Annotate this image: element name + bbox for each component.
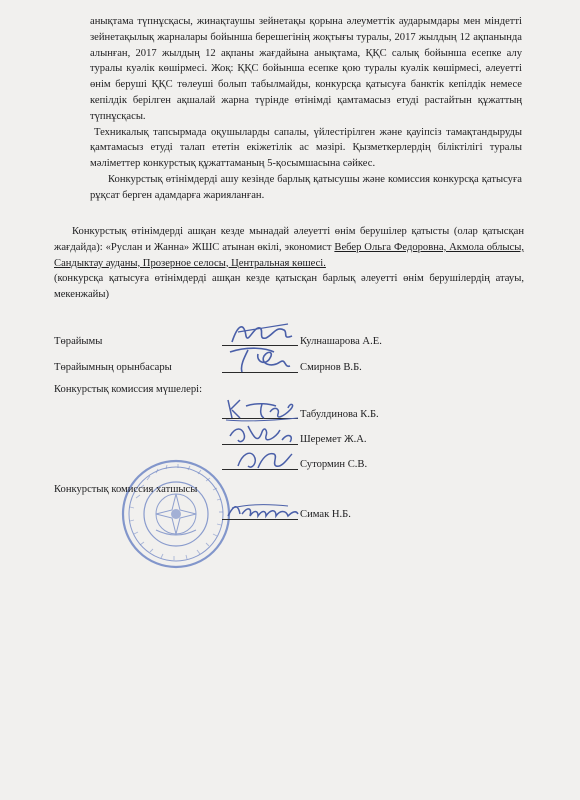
members-label: Конкурстық комиссия мүшелері: — [54, 384, 203, 395]
chair-label: Төрайымы — [54, 336, 103, 347]
document-body — [90, 14, 522, 204]
participants-paragraph — [54, 224, 524, 271]
secretary-name: Симак Н.Б. — [300, 509, 351, 520]
member2-name: Шеремет Ж.А. — [300, 434, 367, 445]
participants-lead: Конкурстық өтінімдерді ашқан кезде мынадай әлеуетті өнім берушілер қатысты (олар қатысқан жағдайда): «Руслан и Жанна» ЖШС атынан өкілі, экономист — [54, 226, 524, 253]
participants-address: Вебер Ольга Федоровна, Акмола облысы, Сандыктау ауданы, Прозерное селосы, Центральная көшесі. — [54, 241, 525, 269]
paragraph-announcement: Конкурстық өтінімдерді ашу кезінде барлық қатысушы және комиссия конкурсқа қатысуға рұқсат берген адамдарға жарияланған. — [90, 173, 522, 201]
chair-name: Кулнашарова А.Е. — [300, 336, 382, 347]
participants-section — [54, 224, 524, 303]
paragraph-documents: анықтама түпнұсқасы, жинақтаушы зейнетақы қорына әлеуметтік аударымдары мен міндетті зейнетақылық жарналары бойынша берешегінің жоқтығы туралы, 2017 жылдың 12 ақпанында алынған, 2017 жылдың 12 ақпаны жағдайына анықтама, ҚҚС салық бойынша есепке алу туралы куәлік көшірмесі. Жоқ: ҚҚС бойынша есепке қою туралы куәлік көшірмесі, әлеуетті өнім беруші ҚҚС төлеуші болып табылмайды, конкурсқа қатысуға банктік кепілдік немесе кепілдік берілген ақшалай жарна түрінде өтінімді қамтамасыз етуді растайтын құжаттың түпнұсқасы. — [90, 16, 522, 122]
member3-signature-icon — [218, 444, 308, 474]
member3-name: Сутормин С.В. — [300, 459, 368, 470]
secretary-signature-icon — [218, 496, 308, 526]
official-seal-icon — [120, 458, 232, 570]
deputy-signature-icon — [218, 344, 308, 374]
deputy-label: Төрайымның орынбасары — [54, 362, 172, 373]
secretary-label: Конкурстық комиссия хатшысы — [54, 484, 198, 495]
deputy-name: Смирнов В.Б. — [300, 362, 362, 373]
participants-note: (конкурсқа қатысуға өтінімдерді ашқан кезде қатысқан барлық әлеуетті өнім берушілердің атауы, мекенжайы) — [54, 273, 524, 301]
member1-name: Табулдинова К.Б. — [300, 409, 379, 420]
paragraph-technical: Техникалық тапсырмада оқушыларды сапалы, үйлестірілген және қауіпсіз тамақтандыруды қамтамасыз етуді талап ететін екіжетілік ас мәзірі. Қызметкерлердің біліктілігі туралы мәліметтер конкурстық құжаттаманың 5-қосымшасына сәйкес. — [90, 126, 522, 170]
